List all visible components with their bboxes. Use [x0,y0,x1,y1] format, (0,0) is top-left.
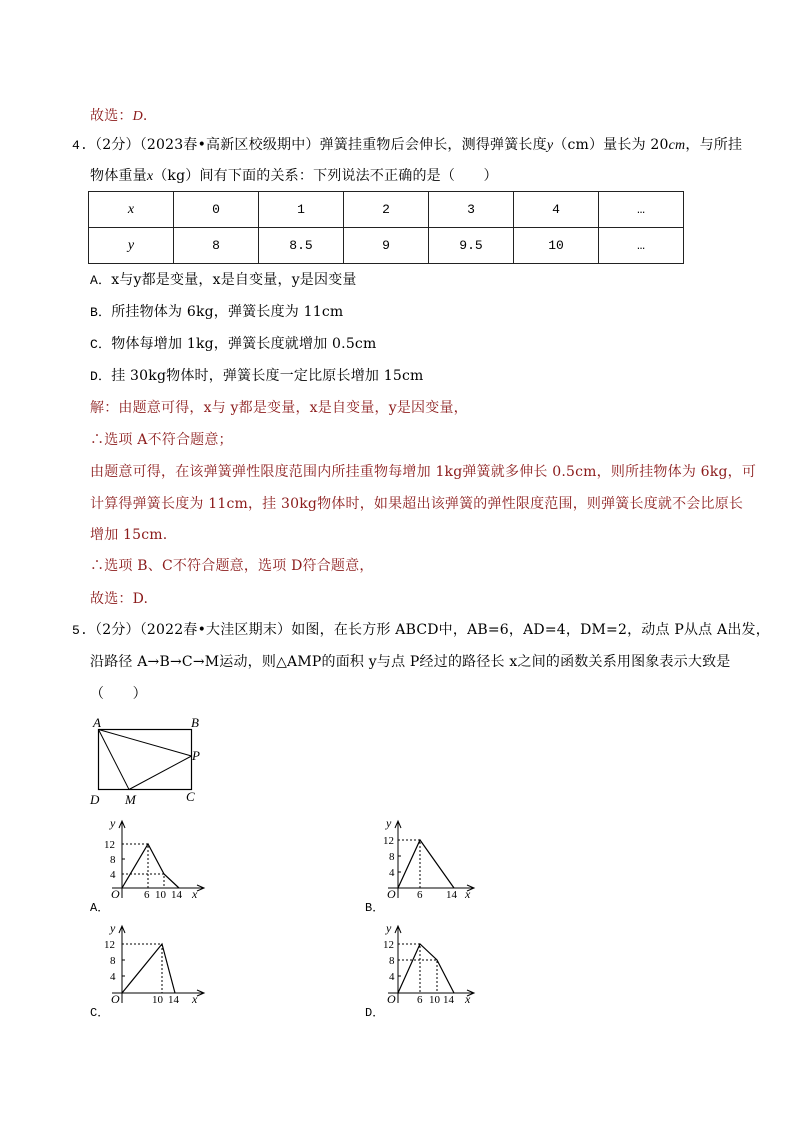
origin-label: O [387,992,396,1003]
table-row-y [89,228,684,264]
x-tick: 6 [417,889,423,898]
table-cell: 9 [344,228,429,264]
y-tick: 4 [389,867,395,879]
graph-a-label: A． [90,901,110,915]
q4-stem-text: 间有下面的关系：下列说法不正确的是（ ） [199,168,498,184]
x-axis-label: x [192,992,198,1003]
table-cell: 2 [344,192,429,228]
q4-points: （2分） [88,137,140,153]
graph-option-b [370,818,480,898]
answer-choice: D [132,109,143,124]
x-tick: 6 [144,889,150,898]
y-tick: 8 [389,955,395,967]
x-tick: 10 [152,994,163,1003]
q4-solution-line2: ∴选项 A不符合题意； [90,432,233,448]
label-p: P [192,748,200,763]
option-letter: D． [90,369,112,384]
q5-number: 5. [72,623,89,638]
y-tick: 12 [104,839,115,851]
q4-option-d [90,366,424,387]
y-tick: 4 [110,869,116,881]
label-b: B [191,715,199,730]
label-d: D [90,792,100,807]
q4-stem-line2 [90,166,498,187]
previous-answer [90,106,148,127]
y-axis-label: y [386,818,392,830]
answer-end: . [142,108,148,124]
x-tick: 10 [155,889,166,898]
q4-source: （2023春•高新区校级期中） [139,137,320,153]
y-tick: 12 [104,939,115,951]
label-c: C [186,789,195,804]
q4-data-table [88,191,684,264]
table-cell: 1 [259,192,344,228]
unit: （kg） [153,168,200,184]
q4-solution-line4: 计算得弹簧长度为 11cm，挂 30kg物体时，如果超出该弹簧的弹性限度范围，则弹簧长度就不会比原长 [90,496,744,512]
x-tick: 14 [443,994,454,1003]
y-axis-label: y [386,923,392,935]
table-cell: 4 [514,192,599,228]
q4-stem-text: 物体重量 [90,168,147,184]
x-tick: 14 [446,889,457,898]
table-cell: 3 [429,192,514,228]
q5-stem-line2: 沿路径 A→B→C→M运动，则△AMP的面积 y与点 P经过的路径长 x之间的函数关系用图象表示大致是 [90,654,731,670]
y-tick: 4 [110,971,116,983]
q4-solution-line1: 解：由题意可得，x与 y都是变量，x是自变量，y是因变量， [90,400,468,416]
graph-option-d [370,923,480,1003]
y-tick: 8 [389,851,395,863]
y-tick: 8 [110,854,116,866]
q4-option-a [90,270,357,291]
option-letter: B． [90,305,112,320]
q5-stem-text: 如图，在长方形 ABCD中，AB=6，AD=4，DM=2，动点 P从点 A出发， [291,622,770,638]
x-axis-label: x [465,887,471,898]
table-cell: 9.5 [429,228,514,264]
q4-stem-text: 弹簧挂重物后会伸长，测得弹簧长度 [319,137,547,153]
q4-stem-text: ，与所挂 [685,137,743,153]
q4-option-b [90,302,343,323]
origin-label: O [387,887,396,898]
option-text: x与y都是变量，x是自变量，y是因变量 [111,272,357,288]
y-axis-label: y [110,818,116,830]
origin-label: O [111,887,120,898]
q5-stem-line3: （ ） [90,686,147,702]
x-tick: 10 [429,994,440,1003]
origin-label: O [111,992,120,1003]
unit-cm: cm [668,138,686,153]
x-axis-label: x [192,887,198,898]
table-cell: … [599,192,684,228]
x-tick: 6 [417,994,423,1003]
y-tick: 12 [383,835,394,847]
rectangle-abcd-figure [85,710,215,810]
option-text: 挂 30kg物体时，弹簧长度一定比原长增加 15cm [111,368,424,384]
graph-b-label: B． [365,901,385,915]
graph-d-label: D． [365,1006,385,1020]
table-cell: 8.5 [259,228,344,264]
q5-points: （2分） [88,622,140,638]
q4-solution-line3: 由题意可得，在该弹簧弹性限度范围内所挂重物每增加 1kg弹簧就多伸长 0.5cm，则所挂物体为 6kg，可 [90,464,757,480]
table-cell: 0 [174,192,259,228]
table-cell: … [599,228,684,264]
q4-option-c [90,334,376,355]
label-m: M [125,792,136,807]
q4-solution-line7: 故选：D. [90,591,149,607]
q5-source: （2022春•大洼区期末） [139,622,292,638]
label-a: A [93,715,101,730]
q5-stem-line1 [72,620,770,641]
y-tick: 12 [383,939,394,951]
graph-c-label: C． [90,1006,110,1020]
answer-label: 故选： [90,108,133,124]
var-x: x [146,169,154,184]
graph-option-c [100,923,210,1003]
x-tick: 14 [168,994,179,1003]
y-tick: 8 [110,955,116,967]
option-text: 物体每增加 1kg，弹簧长度就增加 0.5cm [111,336,377,352]
y-tick: 4 [389,971,395,983]
x-axis-label: x [465,992,471,1003]
y-axis-label: y [110,923,116,935]
unit: （cm） [553,137,604,153]
x-tick: 14 [171,889,182,898]
q4-solution-line6: ∴选项 B、C不符合题意，选项 D符合题意， [90,558,374,574]
table-cell: 10 [514,228,599,264]
option-letter: A． [90,273,112,288]
option-text: 所挂物体为 6kg，弹簧长度为 11cm [111,304,344,320]
table-row-x [89,192,684,228]
q4-solution-line5: 增加 15cm. [90,527,168,543]
q4-stem-line1 [72,135,742,156]
table-header-x: x [89,192,174,228]
q4-number: 4. [72,138,89,153]
option-letter: C． [90,337,112,352]
table-header-y: y [89,228,174,264]
q4-stem-text: 量长为 20 [603,137,669,153]
table-cell: 8 [174,228,259,264]
graph-option-a [100,818,210,898]
var-y: y [546,138,554,153]
